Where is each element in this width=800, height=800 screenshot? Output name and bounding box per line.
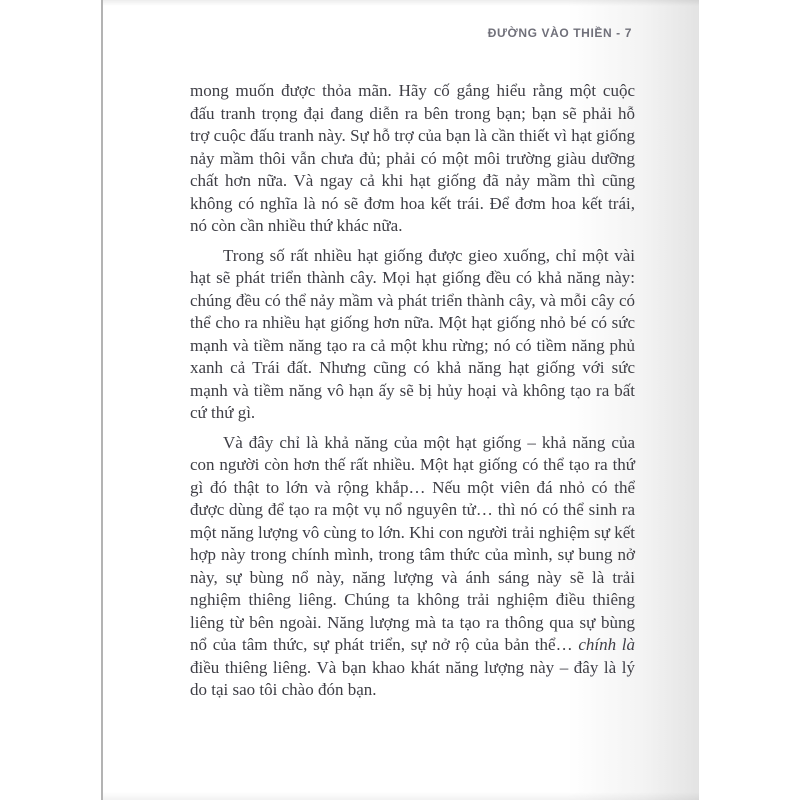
book-page xyxy=(101,0,699,800)
italic-text-segment: chính là xyxy=(578,635,636,654)
text-segment: Trong số rất nhiều hạt giống được gieo xuống, chỉ một vài hạt sẽ phát triển thành cây. Mọi hạt giống đều có khả năng này: chúng đều có thể nảy mầm và phát triển thành cây, và mỗi cây có thể cho ra nhiều hạt giống hơn nữa. Một hạt giống nhỏ bé có sức mạnh và tiềm năng tạo ra cả một khu rừng; nó có tiềm năng phủ xanh cả Trái đất. Nhưng cũng có khả năng hạt giống với sức mạnh và tiềm năng vô hạn ấy sẽ bị hủy hoại và không tạo ra bất cứ thứ gì. xyxy=(190,245,635,422)
paragraph xyxy=(190,245,635,425)
page-text xyxy=(190,80,635,709)
text-segment: điều thiêng liêng. Và bạn khao khát năng lượng này – đây là lý do tại sao tôi chào đón bạn. xyxy=(190,657,635,699)
paragraph xyxy=(190,432,635,702)
running-header: ĐƯỜNG VÀO THIỀN - 7 xyxy=(487,26,632,40)
text-segment: Và đây chỉ là khả năng của một hạt giống – khả năng của con người còn hơn thế rất nhiều. Một hạt giống có thể tạo ra thứ gì đó thật to lớn và rộng khắp… Nếu một viên đá nhỏ có thể được dùng để tạo ra một vụ nổ nguyên tử… thì nó có thể sinh ra một năng lượng vô cùng to lớn. Khi con người trải nghiệm sự kết hợp này trong chính mình, trong tâm thức của mình, sự bung nở này, sự bùng nổ này, năng lượng và ánh sáng này sẽ là trải nghiệm thiêng liêng. Chúng ta không trải nghiệm điều thiêng liêng từ bên ngoài. Năng lượng mà ta tạo ra thông qua sự bùng nổ của tâm thức, sự phát triển, sự nở rộ của bản thể… xyxy=(190,432,635,654)
paragraph xyxy=(190,80,635,238)
text-segment: mong muốn được thỏa mãn. Hãy cố gắng hiểu rằng một cuộc đấu tranh trọng đại đang diễn ra bên trong bạn; bạn sẽ phải hỗ trợ cuộc đấu tranh này. Sự hỗ trợ của bạn là cần thiết vì hạt giống nảy mầm thôi vẫn chưa đủ; phải có một môi trường giàu dưỡng chất hơn nữa. Và ngay cả khi hạt giống đã nảy mầm thì cũng không có nghĩa là nó sẽ đơm hoa kết trái. Để đơm hoa kết trái, nó còn cần nhiều thứ khác nữa. xyxy=(190,81,635,235)
